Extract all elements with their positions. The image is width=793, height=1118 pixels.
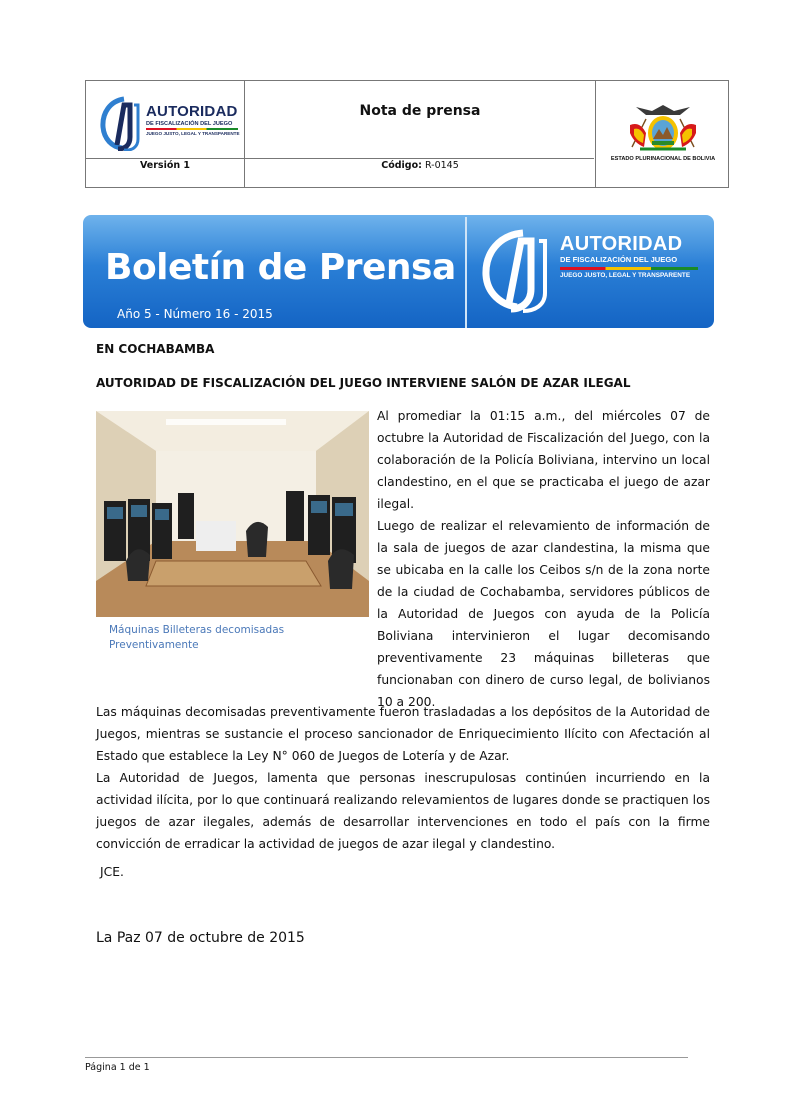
logo-tagline: JUEGO JUSTO, LEGAL Y TRANSPARENTE — [146, 131, 240, 136]
author-initials: JCE. — [100, 865, 124, 879]
authority-logo — [100, 95, 240, 155]
banner-logo-tagline: JUEGO JUSTO, LEGAL Y TRANSPARENTE — [560, 272, 691, 279]
aj-logo-icon — [100, 95, 148, 151]
document-version: Versión 1 — [139, 160, 191, 171]
document-code — [244, 160, 596, 171]
banner-logo-subtitle: DE FISCALIZACIÓN DEL JUEGO — [560, 255, 678, 264]
banner-title: Boletín de Prensa — [105, 247, 456, 288]
state-label: ESTADO PLURINACIONAL DE BOLIVIA — [610, 156, 716, 162]
logo-flag-bar — [146, 128, 238, 130]
document-title: Nota de prensa — [359, 103, 481, 119]
logo-subtitle: DE FISCALIZACIÓN DEL JUEGO — [146, 121, 233, 127]
banner-flag-bar — [560, 267, 698, 270]
photo-caption — [109, 623, 284, 653]
banner-issue: Año 5 - Número 16 - 2015 — [117, 307, 273, 321]
photo-caption-line: Preventivamente — [109, 639, 199, 651]
coat-of-arms-icon — [626, 103, 700, 155]
article-paragraph: La Autoridad de Juegos, lamenta que personas inescrupulosas continúen incurriendo en la actividad ilícita, por lo que continuará realizando relevamientos de lugares donde se practiquen los juegos de azar ilegales, además de desarrollar intervenciones en todo el país con la firme convicción de erradicar la actividad de juegos de azar ilegal y clandestino. — [96, 771, 710, 851]
dateline: La Paz 07 de octubre de 2015 — [96, 930, 305, 946]
banner-logo-title: AUTORIDAD — [560, 233, 683, 255]
header-divider — [244, 81, 245, 187]
footer-divider — [85, 1057, 688, 1058]
article-paragraph: Al promediar la 01:15 a.m., del miércoles 07 de octubre la Autoridad de Fiscalización del Juego, con la colaboración de la Policía Boliviana, intervino un local clandestino, en el que se practicaba el juego de azar ilegal. — [377, 409, 710, 511]
header-divider — [86, 158, 594, 159]
code-value: R-0145 — [424, 160, 459, 171]
press-bulletin-banner — [83, 215, 714, 328]
article-location: EN COCHABAMBA — [96, 342, 215, 356]
article-headline: AUTORIDAD DE FISCALIZACIÓN DEL JUEGO INTERVIENE SALÓN DE AZAR ILEGAL — [96, 376, 631, 390]
article-paragraph: Luego de realizar el relevamiento de información de la sala de juegos de azar clandestina, la misma que se ubicaba en la calle los Ceibos s/n de la zona norte de la ciudad de Cochabamba, servidores públicos de la Autoridad de Juegos con ayuda de la Policía Boliviana intervinieron el lugar decomisando preventivamente 23 máquinas billeteras que funcionaban con dinero de curso legal, de bolivianos 10 a 200. — [377, 519, 710, 709]
article-photo — [96, 411, 369, 617]
logo-title: AUTORIDAD — [146, 103, 238, 120]
photo-caption-line: Máquinas Billeteras decomisadas — [109, 624, 285, 636]
document-header — [85, 80, 729, 188]
code-label: Código: — [381, 160, 422, 171]
aj-logo-icon — [479, 227, 563, 313]
header-divider — [595, 81, 596, 187]
banner-divider — [465, 217, 467, 328]
article-paragraph: Las máquinas decomisadas preventivamente fueron trasladadas a los depósitos de la Autoridad de Juegos, mientras se sustancie el proceso sancionador de Enriquecimiento Ilícito con Afectación al Estado que establece la Ley N° 060 de Juegos de Lotería y de Azar. — [96, 705, 710, 763]
page-number: Página 1 de 1 — [85, 1062, 150, 1073]
gaming-room-photo — [96, 411, 369, 617]
